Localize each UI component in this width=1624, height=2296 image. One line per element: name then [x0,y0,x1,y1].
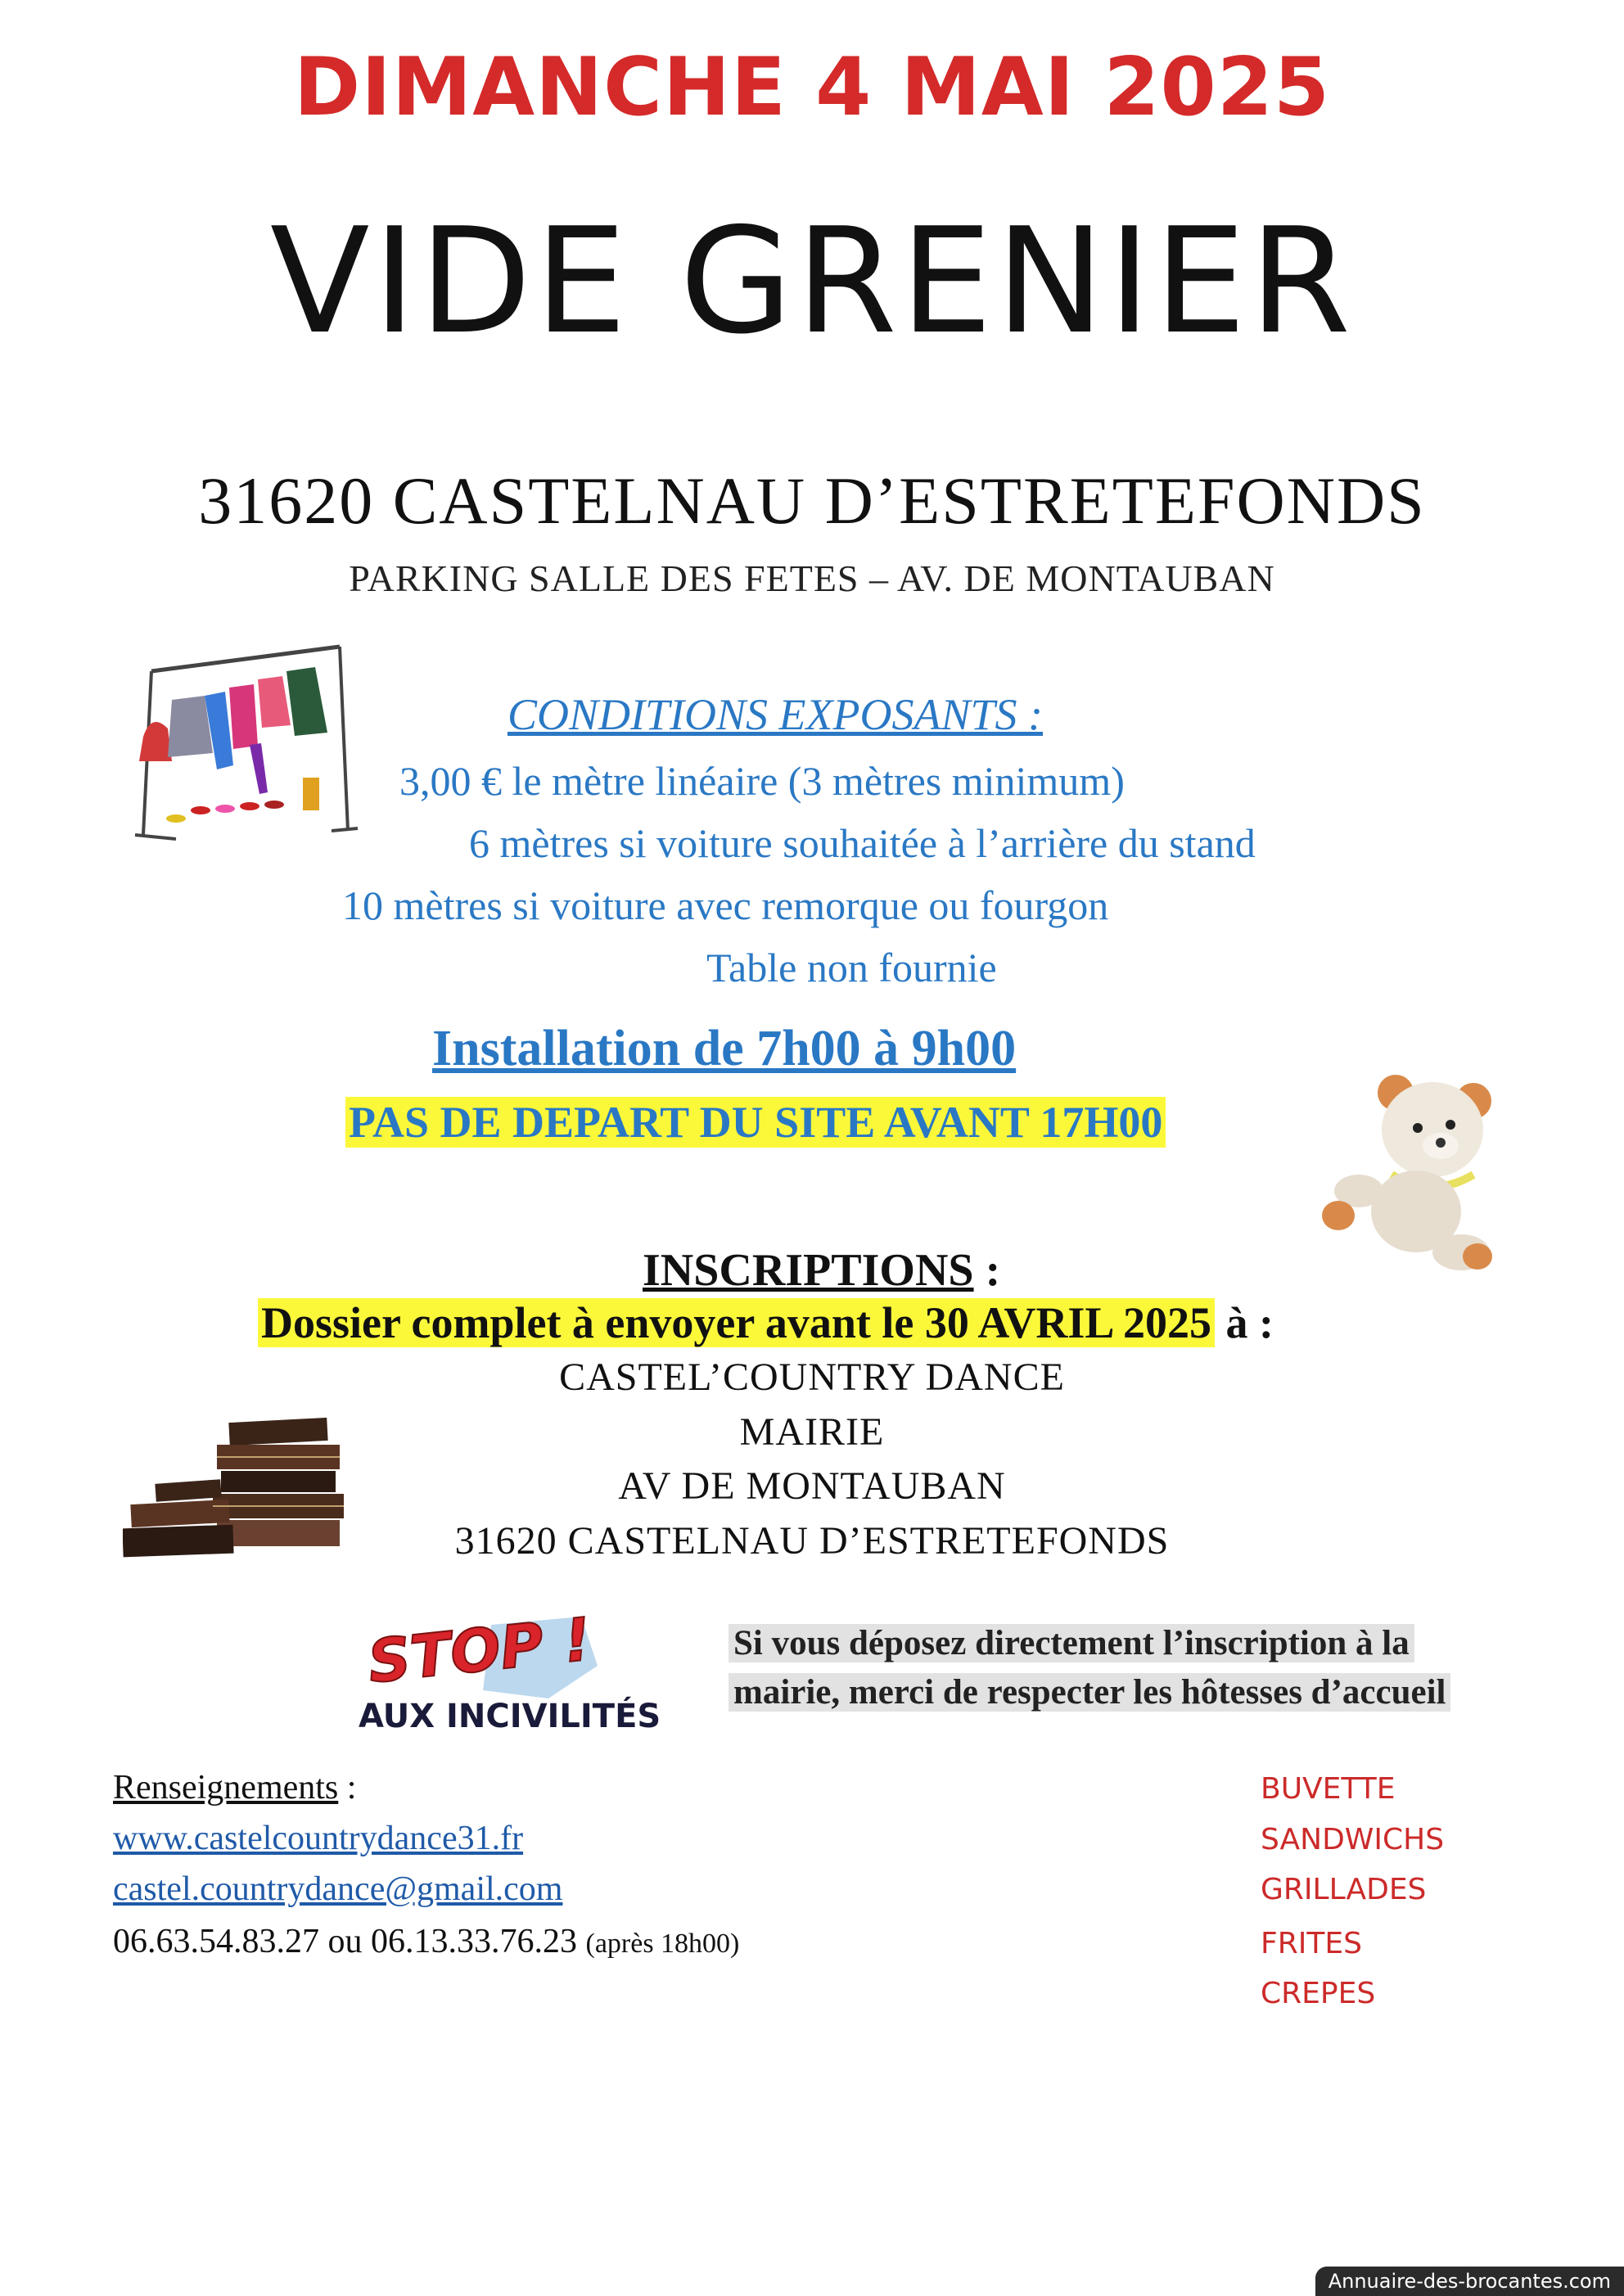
phone-numbers [113,1922,739,1961]
watermark: Annuaire-des-brocantes.com [1315,2267,1624,2296]
address-line: 31620 CASTELNAU D’ESTRETEFONDS [454,1519,1170,1563]
food-item: SANDWICHS [1261,1823,1445,1856]
departure-notice: PAS DE DEPART DU SITE AVANT 17H00 [345,1097,1166,1148]
address-line: CASTEL’COUNTRY DANCE [559,1355,1065,1399]
phone-text: 06.63.54.83.27 ou 06.13.33.76.23 [113,1923,586,1960]
address-line: MAIRIE [739,1410,885,1454]
condition-item: Table non fournie [706,945,997,990]
food-item: FRITES [1261,1927,1362,1960]
conditions-heading: CONDITIONS EXPOSANTS : [508,690,1044,739]
event-title: VIDE GRENIER [269,196,1355,366]
info-heading-label: Renseignements [113,1769,339,1807]
condition-item: 6 mètres si voiture souhaitée à l’arrière du stand [469,820,1256,866]
inscriptions-heading-label: INSCRIPTIONS [643,1245,974,1296]
website-link[interactable]: www.castelcountrydance31.fr [113,1820,524,1857]
installation-time: Installation de 7h00 à 9h00 [432,1021,1017,1076]
food-item: CREPES [1261,1977,1376,2010]
dossier-deadline-text: Dossier complet à envoyer avant le 30 AVRIL 2025 [258,1298,1215,1347]
notice-line: mairie, merci de respecter les hôtesses d’accueil [729,1673,1450,1712]
teddy-bear-illustration [1318,1064,1506,1277]
stop-incivilites-logo [352,1592,663,1739]
address-line: AV DE MONTAUBAN [618,1464,1006,1508]
info-heading-colon: : [338,1769,357,1807]
dossier-deadline-suffix: à : [1214,1298,1274,1347]
email-link[interactable]: castel.countrydance@gmail.com [113,1870,563,1908]
incivilites-word: AUX INCIVILITÉS [359,1698,661,1735]
condition-item: 3,00 € le mètre linéaire (3 mètres minimum) [399,758,1125,804]
notice-line: Si vous déposez directement l’inscription à la [729,1624,1414,1662]
event-venue: PARKING SALLE DES FETES – AV. DE MONTAUBAN [349,557,1275,599]
info-heading [113,1768,356,1807]
clothes-rack-illustration [127,638,360,851]
phone-note: (après 18h00) [585,1928,740,1959]
deposit-notice [729,1619,1502,1717]
inscriptions-heading [643,1244,1000,1297]
inscriptions-heading-colon: : [973,1245,1001,1296]
dossier-deadline [258,1297,1274,1348]
food-item: GRILLADES [1261,1873,1427,1906]
condition-item: 10 mètres si voiture avec remorque ou fourgon [342,882,1109,928]
food-item: BUVETTE [1261,1772,1396,1806]
event-location: 31620 CASTELNAU D’ESTRETEFONDS [198,463,1426,538]
event-date: DIMANCHE 4 MAI 2025 [293,41,1331,134]
books-illustration [123,1412,356,1559]
stop-word: STOP ! [364,1604,594,1697]
